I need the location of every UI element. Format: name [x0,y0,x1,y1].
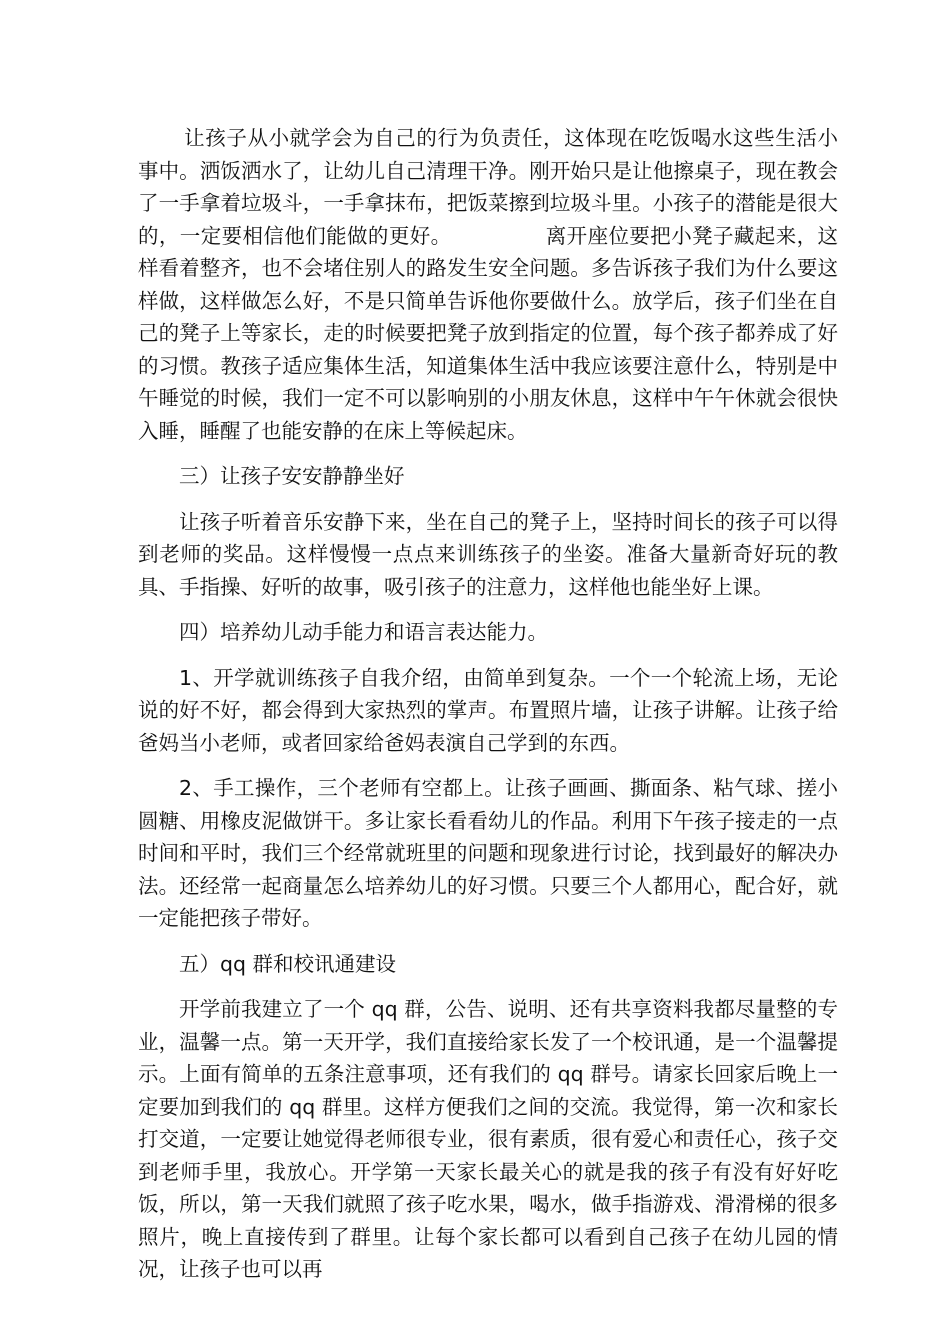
paragraph-sitting: 让孩子听着音乐安静下来，坐在自己的凳子上，坚持时间长的孩子可以得到老师的奖品。这样慢慢一点点来训练孩子的坐姿。准备大量新奇好玩的教具、手指操、好听的故事，吸引孩子的注意力，这样他也能坐好上课。 [138,509,838,599]
paragraph-item-1: 1、开学就训练孩子自我介绍，由简单到复杂。一个一个轮流上场，无论说的好不好，都会得到大家热烈的掌声。布置照片墙，让孩子讲解。让孩子给爸妈当小老师，或者回家给爸妈表演自己学到的东西。 [138,665,838,755]
section-heading-5: 五）qq 群和校讯通建设 [179,951,397,976]
paragraph-responsibility: 让孩子从小就学会为自己的行为负责任，这体现在吃饭喝水这些生活小事中。洒饭洒水了，让幼儿自己清理干净。刚开始只是让他擦桌子，现在教会了一手拿着垃圾斗，一手拿抹布，把饭菜擦到垃圾斗里。小孩子的潜能是很大的，一定要相信他们能做的更好。 离开座位要把小凳子藏起来，这样看着整齐，也不会堵住别人的路发生安全问题。多告诉孩子我们为什么要这样做，这样做怎么好，不是只简单告诉他你要做什么。放学后，孩子们坐在自己的凳子上等家长，走的时候要把凳子放到指定的位置，每个孩子都养成了好的习惯。教孩子适应集体生活，知道集体生活中我应该要注意什么，特别是中午睡觉的时候，我们一定不可以影响别的小朋友休息，这样中午午休就会很快入睡，睡醒了也能安静的在床上等候起床。 [138,126,838,443]
paragraph-item-2: 2、手工操作，三个老师有空都上。让孩子画画、撕面条、粘气球、搓小圆糖、用橡皮泥做饼干。多让家长看看幼儿的作品。利用下午孩子接走的一点时间和平时，我们三个经常就班里的问题和现象进行讨论，找到最好的解决办法。还经常一起商量怎么培养幼儿的好习惯。只要三个人都用心，配合好，就一定能把孩子带好。 [138,776,838,930]
section-heading-4: 四）培养幼儿动手能力和语言表达能力。 [179,620,548,644]
paragraph-qq-group: 开学前我建立了一个 qq 群，公告、说明、还有共享资料我都尽量整的专业，温馨一点。第一天开学，我们直接给家长发了一个校讯通，是一个温馨提示。上面有简单的五条注意事项，还有我们的 qq 群号。请家长回家后晚上一定要加到我们的 qq 群里。这样方便我们之间的交流。我觉得，第一次和家长打交道，一定要让她觉得老师很专业，很有素质，很有爱心和责任心，孩子交到老师手里，我放心。开学第一天家长最关心的就是我的孩子有没有好好吃饭，所以，第一天我们就照了孩子吃水果，喝水，做手指游戏、滑滑梯的很多照片，晚上直接传到了群里。让每个家长都可以看到自己孩子在幼儿园的情况，让孩子也可以再 [138,997,838,1281]
document-body [138,122,838,1299]
section-heading-3: 三）让孩子安安静静坐好 [179,464,405,488]
